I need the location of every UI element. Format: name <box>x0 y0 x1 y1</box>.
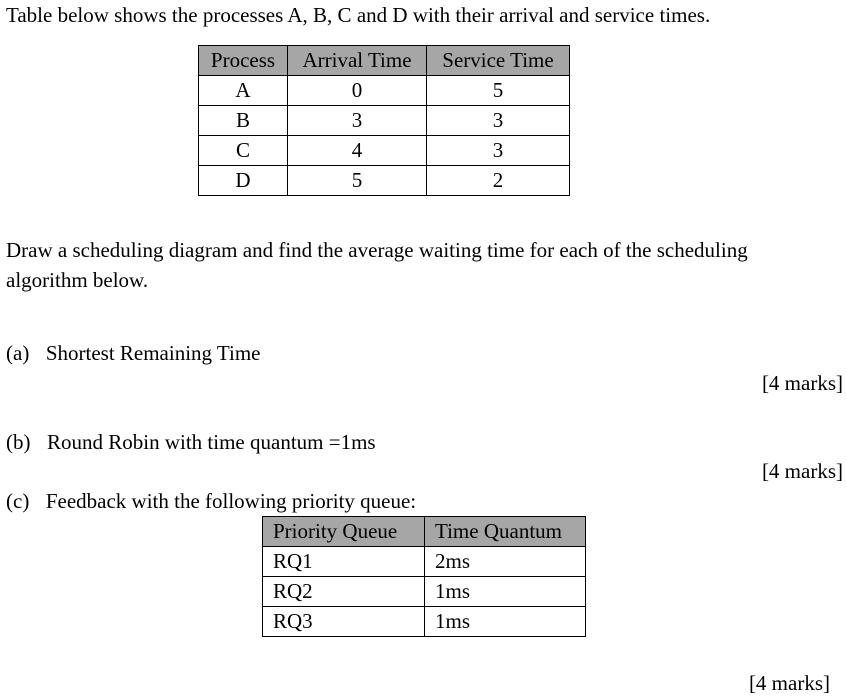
table-cell: 0 <box>288 76 427 106</box>
table-row <box>199 76 570 106</box>
marks-a: [4 marks] <box>761 371 843 395</box>
question-text: Round Robin with time quantum =1ms <box>47 430 376 454</box>
marks-c: [4 marks] <box>748 671 830 695</box>
table-cell: D <box>199 166 288 196</box>
column-header-process: Process <box>199 46 288 76</box>
question-label: (c) <box>6 489 30 513</box>
question-c <box>6 491 416 512</box>
table-row <box>199 106 570 136</box>
table-cell: C <box>199 136 288 166</box>
table-header-row <box>199 46 570 76</box>
table-cell: A <box>199 76 288 106</box>
process-table <box>198 45 570 196</box>
question-label: (b) <box>6 430 31 454</box>
table-header-row <box>263 517 586 547</box>
question-text: Shortest Remaining Time <box>45 341 261 365</box>
column-header-service-time: Service Time <box>427 46 570 76</box>
intro-text: Table below shows the processes A, B, C and D with their arrival and service times. <box>6 3 711 27</box>
table-cell: 1ms <box>425 577 586 607</box>
column-header-time-quantum: Time Quantum <box>425 517 586 547</box>
table-cell: RQ2 <box>263 577 425 607</box>
table-cell: RQ3 <box>263 607 425 637</box>
question-b <box>6 432 376 453</box>
table-cell: 1ms <box>425 607 586 637</box>
table-cell: B <box>199 106 288 136</box>
table-cell: 3 <box>427 106 570 136</box>
priority-queue-table <box>262 516 586 637</box>
table-cell: RQ1 <box>263 547 425 577</box>
question-label: (a) <box>6 341 30 365</box>
table-cell: 2 <box>427 166 570 196</box>
table-cell: 2ms <box>425 547 586 577</box>
table-row <box>263 577 586 607</box>
table-cell: 3 <box>427 136 570 166</box>
table-cell: 4 <box>288 136 427 166</box>
question-text: Feedback with the following priority queue: <box>45 489 417 513</box>
column-header-priority-queue: Priority Queue <box>263 517 425 547</box>
table-row <box>199 166 570 196</box>
instruction-line-2: algorithm below. <box>6 268 149 292</box>
marks-b: [4 marks] <box>761 459 843 483</box>
table-row <box>263 607 586 637</box>
column-header-arrival-time: Arrival Time <box>288 46 427 76</box>
question-a <box>6 343 261 364</box>
table-row <box>199 136 570 166</box>
instruction-line-1: Draw a scheduling diagram and find the average waiting time for each of the scheduling <box>6 238 748 262</box>
table-cell: 5 <box>288 166 427 196</box>
table-cell: 3 <box>288 106 427 136</box>
table-row <box>263 547 586 577</box>
table-cell: 5 <box>427 76 570 106</box>
